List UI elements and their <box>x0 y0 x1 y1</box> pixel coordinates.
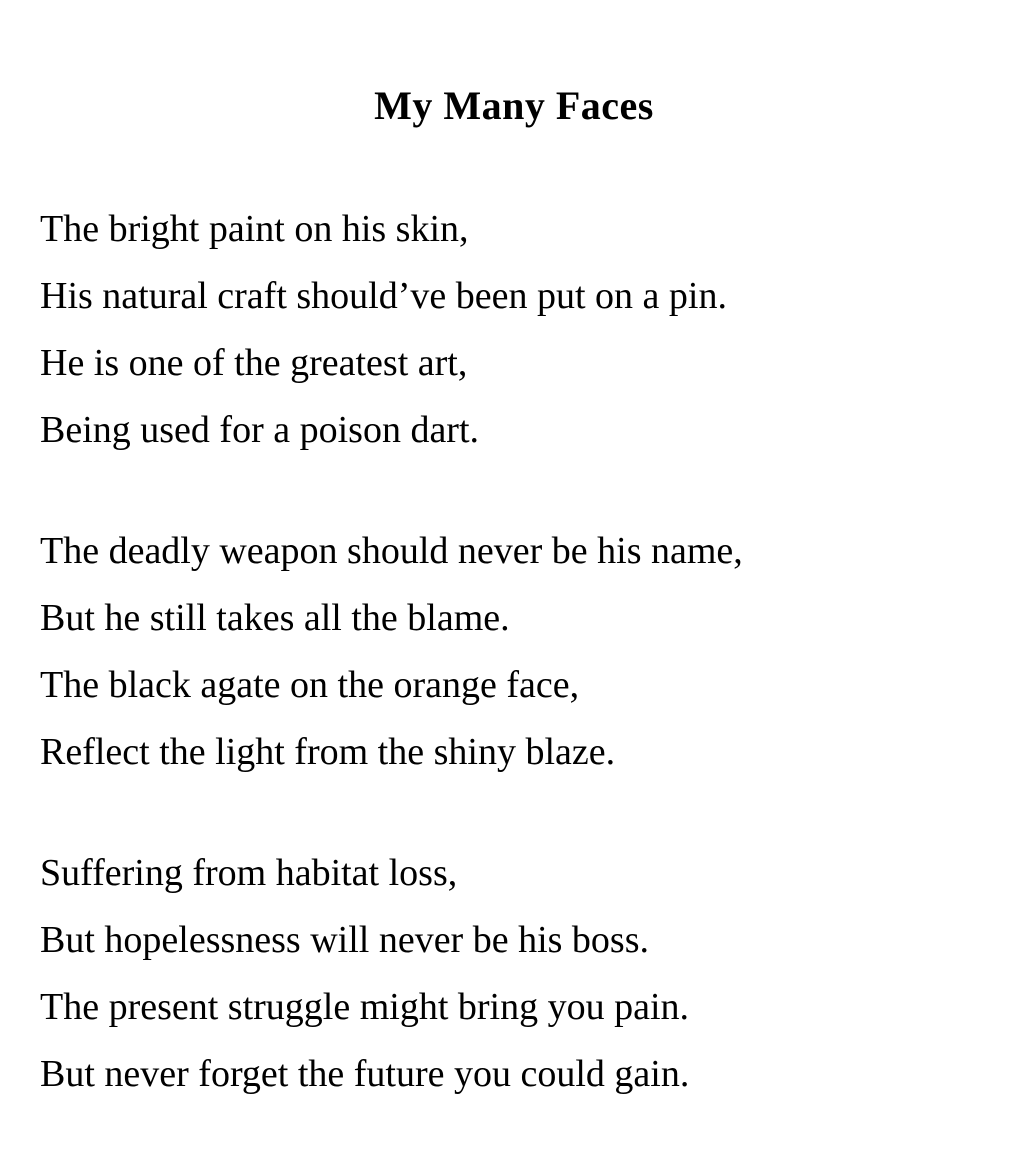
poem-line: He is one of the greatest art, <box>40 342 468 384</box>
poem-line: The black agate on the orange face, <box>40 664 580 706</box>
stanza-3 <box>40 840 998 1108</box>
poem-line: Suffering from habitat loss, <box>40 852 458 894</box>
poem-line: But hopelessness will never be his boss. <box>40 919 650 961</box>
poem-line: The deadly weapon should never be his name, <box>40 530 743 572</box>
poem-line: Reflect the light from the shiny blaze. <box>40 731 616 773</box>
poem-line: The present struggle might bring you pain. <box>40 986 690 1028</box>
poem-line: But he still takes all the blame. <box>40 597 510 639</box>
page-title: My Many Faces <box>374 83 654 128</box>
stanza-1 <box>40 196 998 464</box>
poem-line: Being used for a poison dart. <box>40 409 480 451</box>
poem-line: His natural craft should’ve been put on a pin. <box>40 275 727 317</box>
poem-body <box>40 196 998 1162</box>
stanza-2 <box>40 518 998 786</box>
poem-line: But never forget the future you could gain. <box>40 1053 690 1095</box>
poem-line: The bright paint on his skin, <box>40 208 469 250</box>
